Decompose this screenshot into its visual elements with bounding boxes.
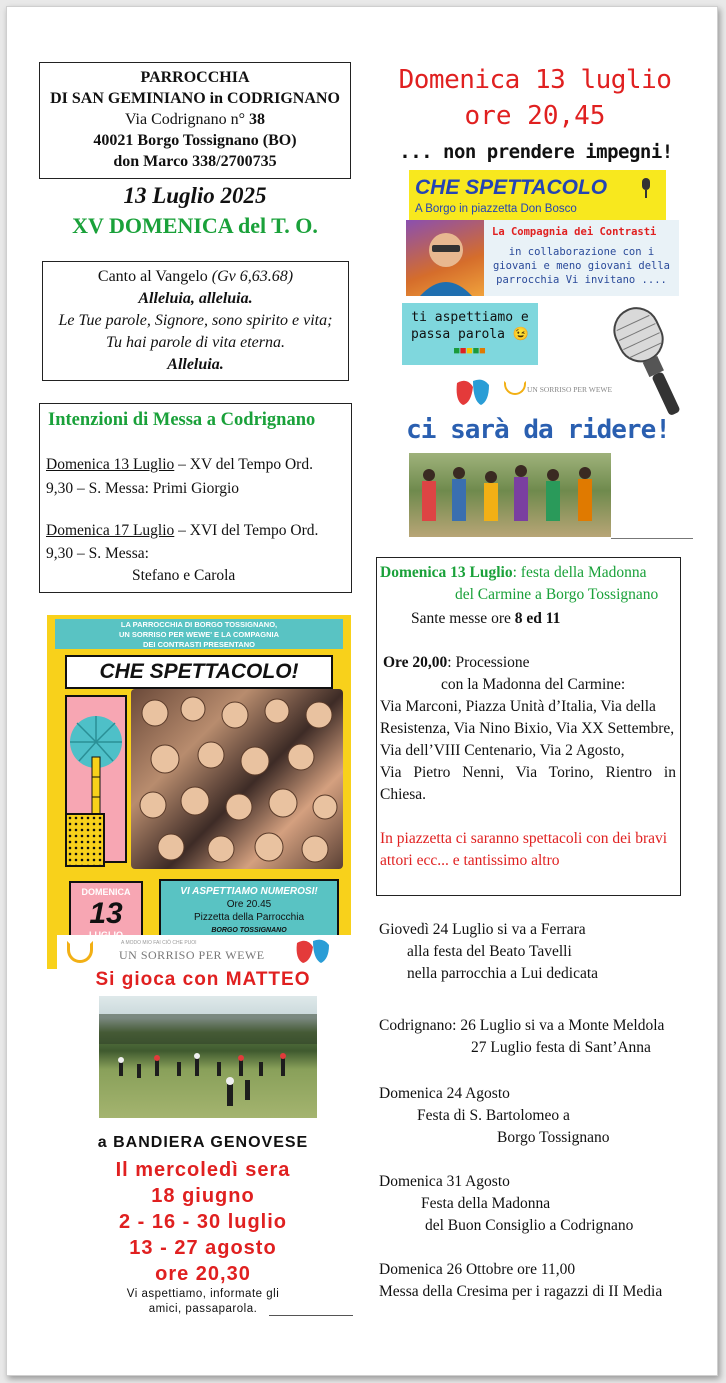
flyer-laugh: ci sarà da ridere! (406, 415, 670, 445)
flyer-dance-photo (409, 453, 611, 537)
compagnia-logo-icon-2 (453, 377, 493, 409)
carmine-extra-2: attori ecc... e tantissimo altro (380, 852, 560, 869)
cast-photo-collage (131, 689, 343, 869)
intention-day-1-date: Domenica 13 Luglio (46, 456, 175, 473)
performer-illustration (406, 220, 484, 296)
carmine-title-1 (380, 562, 646, 584)
flags-icon: ■■■■■ (453, 346, 487, 356)
intention-day-1-rest: – XV del Tempo Ord. (174, 456, 313, 473)
poster-header-band (55, 619, 343, 649)
carmine-title-text: : festa della Madonna (512, 564, 647, 581)
poster-header-line-3: DEI CONTRASTI PRESENTANO (143, 640, 255, 649)
carmine-route-5: Chiesa. (380, 786, 427, 803)
gospel-heading (43, 266, 348, 288)
flyer-title: CHE SPETTACOLO (415, 176, 608, 199)
event-5-line-2: Messa della Cresima per i ragazzi di II Media (379, 1283, 663, 1300)
smile-logo-icon-2 (504, 381, 526, 395)
matteo-when-1: Il mercoledì sera (115, 1159, 291, 1181)
parish-line-2: DI SAN GEMINIANO in CODRIGNANO (50, 90, 340, 107)
carmine-festival-box (376, 557, 681, 896)
poster-dots-panel (65, 813, 105, 867)
flyer-date: Domenica 13 luglio (398, 65, 672, 95)
event-5-line-1: Domenica 26 Ottobre ore 11,00 (379, 1261, 576, 1278)
carmine-procession-label: : Processione (447, 654, 530, 671)
flyer-subtitle: A Borgo in piazzetta Don Bosco (415, 203, 577, 215)
matteo-note-2: amici, passaparola. (148, 1303, 258, 1315)
event-1-line-1: Giovedì 24 Luglio si va a Ferrara (379, 921, 586, 938)
event-3-line-3: Borgo Tossignano (497, 1129, 610, 1146)
flyer-collab-2: giovani e meno giovani della (492, 260, 670, 272)
flyer-company-box (484, 220, 679, 296)
parish-line-4: 40021 Borgo Tossignano (BO) (93, 132, 297, 149)
parish-line-5: don Marco 338/2700735 (113, 153, 277, 170)
matteo-title: Si gioca con MATTEO (95, 969, 311, 990)
carmine-extra-1: In piazzetta ci saranno spettacoli con dei bravi (380, 830, 668, 847)
matteo-schedule (47, 1157, 359, 1287)
event-3-line-1: Domenica 24 Agosto (379, 1085, 510, 1102)
poster-title-box (65, 655, 333, 689)
carmine-route-4 (380, 762, 676, 784)
event-1-line-3: nella parrocchia a Lui dedicata (407, 965, 599, 982)
event-2-line-1: Codrignano: 26 Luglio si va a Monte Meldola (379, 1017, 665, 1034)
matteo-when-3: 2 - 16 - 30 luglio (118, 1211, 288, 1233)
poster-time: Ore 20.45 (226, 899, 272, 910)
players-illustration (99, 996, 317, 1118)
flyer-underline (611, 538, 693, 539)
intention-day-2-date: Domenica 17 Luglio (46, 522, 175, 539)
matteo-game-name: a BANDIERA GENOVESE (97, 1134, 309, 1151)
poster-date-badge (69, 881, 143, 939)
flyer-tagline: ... non prendere impegni! (399, 141, 673, 163)
flyer-logo-text: UN SORRISO PER WEWE (527, 385, 613, 394)
event-1-line-2: alla festa del Beato Tavelli (407, 943, 572, 960)
flyer-time: ore 20,45 (464, 101, 606, 131)
gospel-line-2: Le Tue parole, Signore, sono spirito e vita; (58, 312, 333, 329)
intention-mass-2: 9,30 – S. Messa: (46, 545, 149, 562)
poster-info-box (159, 879, 339, 937)
parish-address-number: 38 (249, 111, 266, 128)
parish-address: Via Codrignano n° (124, 111, 250, 128)
carmine-route-2: Resistenza, Via Nino Bixio, Via XX Settembre, (380, 720, 675, 737)
intentions-title: Intenzioni di Messa a Codrignano (48, 410, 316, 430)
carmine-route-3: Via dell’VIII Centenario, Via 2 Agosto, (380, 742, 625, 759)
date-title: 13 Luglio 2025 (123, 183, 267, 208)
intention-names-2: Stefano e Carola (132, 567, 236, 584)
event-4-line-1: Domenica 31 Agosto (379, 1173, 510, 1190)
matteo-when-4: 13 - 27 agosto (129, 1237, 277, 1259)
matteo-note (47, 1287, 359, 1317)
poster-header-line-2: UN SORRISO PER WEWE' E LA COMPAGNIA (118, 630, 280, 639)
compagnia-logo-icon (293, 937, 333, 967)
carmine-masses (411, 608, 560, 630)
matteo-note-1: Vi aspettiamo, informate gli (126, 1288, 280, 1300)
carmine-route-1: Via Marconi, Piazza Unità d’Italia, Via della (380, 698, 656, 715)
show-poster (47, 615, 351, 969)
intention-mass-1: 9,30 – S. Messa: Primi Giorgio (46, 480, 240, 497)
intention-day-2 (46, 522, 318, 540)
flyer-collab-3: parrocchia Vi invitano .... (496, 274, 667, 286)
gospel-acclamation-box (42, 261, 349, 381)
gospel-heading-text: Canto al Vangelo (97, 268, 212, 285)
carmine-procession-time: Ore 20,00 (383, 654, 448, 671)
carmine-route-4-text: Via Pietro Nenni, Via Torino, Rientro in (380, 764, 676, 781)
parish-line-1: PARROCCHIA (140, 69, 250, 86)
matteo-game-photo (99, 996, 317, 1118)
matteo-when-5: ore 20,30 (155, 1263, 251, 1285)
flyer-collab (484, 245, 679, 287)
flyer-wait-box (402, 303, 538, 365)
upcoming-events (379, 919, 709, 1299)
event-3-line-2: Festa di S. Bartolomeo a (417, 1107, 570, 1124)
poster-logo-text: UN SORRISO PER WEWE (119, 948, 265, 962)
intention-day-1 (46, 456, 313, 474)
poster-invite: VI ASPETTIAMO NUMEROSI! (180, 886, 318, 897)
gospel-line-4: Alleluia. (167, 356, 224, 373)
flyer-performer-photo (406, 220, 484, 296)
gospel-reference: (Gv 6,63.68) (211, 268, 294, 285)
poster-logo-small: A MODO MIO FAI CIÒ CHE PUOI (121, 940, 197, 946)
carmine-masses-prefix: Sante messe ore (411, 610, 515, 627)
flyer-collab-1: in collaborazione con i (508, 246, 655, 258)
intention-day-2-rest: – XVI del Tempo Ord. (174, 522, 319, 539)
parish-header-box (39, 62, 351, 179)
mass-intentions-box (39, 403, 352, 593)
matteo-when-2: 18 giugno (151, 1185, 255, 1207)
poster-title: CHE SPETTACOLO! (99, 660, 299, 683)
gospel-line-1: Alleluia, alleluia. (138, 290, 253, 307)
event-2-line-2: 27 Luglio festa di Sant’Anna (471, 1039, 651, 1056)
smile-logo-icon (67, 941, 93, 963)
parish-line-3 (40, 109, 350, 130)
event-4-line-2: Festa della Madonna (421, 1195, 551, 1212)
dancers-illustration (409, 453, 611, 537)
poster-logo-strip (57, 935, 352, 969)
carmine-procession (383, 652, 530, 674)
cast-faces-illustration (131, 689, 343, 869)
poster-town: BORGO TOSSIGNANO (211, 927, 287, 934)
flyer-title-banner (409, 170, 666, 220)
carmine-title-2: del Carmine a Borgo Tossignano (455, 586, 659, 603)
carmine-masses-hours: 8 ed 11 (514, 610, 561, 627)
poster-header-line-1: LA PARROCCHIA DI BORGO TOSSIGNANO, (120, 620, 278, 629)
microphone-icon (639, 178, 651, 198)
carmine-date: Domenica 13 Luglio (380, 564, 513, 581)
poster-day-number: 13 (89, 897, 123, 930)
flyer-company: La Compagnia dei Contrasti (492, 226, 657, 238)
carmine-procession-2: con la Madonna del Carmine: (441, 676, 626, 693)
sunday-title: XV DOMENICA del T. O. (72, 213, 318, 238)
poster-place: Pizzetta della Parrocchia (193, 912, 305, 923)
matteo-underline (269, 1315, 353, 1316)
event-4-line-3: del Buon Consiglio a Codrignano (425, 1217, 634, 1234)
flyer-wait-1: ti aspettiamo e (411, 310, 529, 325)
poster-day-label: DOMENICA (81, 887, 131, 897)
microphone-illustration (605, 297, 695, 423)
gospel-line-3: Tu hai parole di vita eterna. (106, 334, 285, 351)
flyer-wait-2: passa parola 😉 (411, 327, 529, 342)
bulletin-page (6, 6, 718, 1376)
